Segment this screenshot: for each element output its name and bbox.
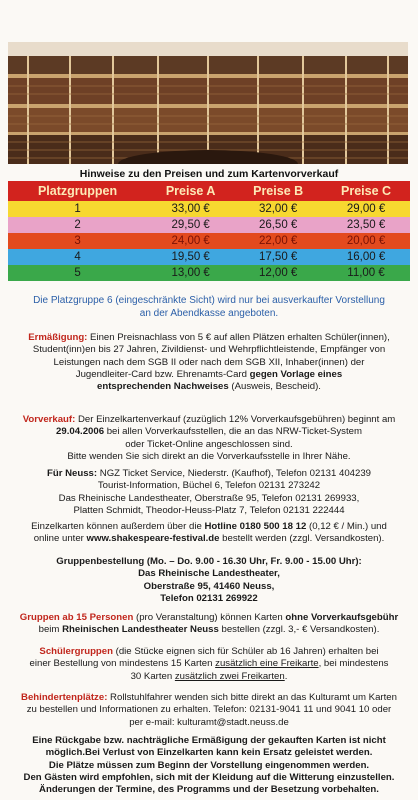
hotline-number: Hotline 0180 500 18 12 (204, 521, 307, 532)
ermaessigung-section: Ermäßigung: Einen Preisnachlass von 5 € auf allen Plätzen erhalten Schüler(innen), Student(inn)en bis 27 Jahren, Zivildienst- und Wehrpflichtleistende, Empfänger von Leistungen nach dem SGB II oder nach dem SGB XII, Inhaber(innen) der Jugendleiter-Card bzw. Ehrenamts-Card gegen Vorlage eines entsprechenden Nachweises (Ausweis, Bescheid). (28, 332, 390, 393)
platzgruppe6-note: Die Platzgruppe 6 (eingeschränkte Sicht) wird nur bei ausverkaufter Vorstellung an der Abendkasse angeboten. (33, 295, 385, 319)
price-table (8, 181, 410, 281)
website-link[interactable]: www.shakespeare-festival.de (86, 533, 220, 545)
hotline-section: Einzelkarten können außerdem über die Hotline 0180 500 18 12 (0,12 € / Min.) und online unter www.shakespeare-festival.de bestellt werden (zzgl. Versandkosten). (31, 521, 387, 545)
theatre-photo (8, 42, 408, 164)
group-cell: 1 (74, 203, 81, 215)
price-row (8, 217, 410, 233)
price-b-cell: 32,00 € (258, 203, 298, 215)
price-row (8, 201, 410, 217)
price-a-cell: 24,00 € (171, 235, 210, 247)
rueckgabe-section: Eine Rückgabe bzw. nachträgliche Ermäßigung der gekauften Karten ist nicht möglich.Bei Verlust von Einzelkarten kann kein Ersatz geleistet werden. Die Plätze müssen zum Beginn der Vorstellung eingenommen werden. Den Gästen wird empfohlen, sich mit der Kleidung auf die Witterung einzustellen. Änderungen der Termine, des Programms und der Besetzung vorbehalten. (23, 735, 395, 796)
price-a-cell: 29,50 € (171, 219, 210, 231)
col-header-price-c: Preise C (341, 184, 392, 198)
price-c-cell: 23,50 € (346, 219, 386, 231)
price-a-cell: 13,00 € (171, 267, 210, 279)
price-table-header (8, 181, 410, 201)
vorverkauf-section: Vorverkauf: Der Einzelkartenverkauf (zuzüglich 12% Vorverkaufsgebühren) beginnt am 29.04.2006 bei allen Vorverkaufsstellen, die an das NRW-Ticket-System oder Ticket-Online angeschlossen sind. Bitte wenden Sie sich direkt an die Vorverkaufsstelle in Ihrer Nähe. (22, 414, 396, 462)
price-b-cell: 12,00 € (258, 267, 298, 279)
schuelergruppen-section: Schülergruppen (die Stücke eignen sich für Schüler ab 16 Jahren) erhalten bei einer Bestellung von mindestens 15 Karten zusätzlich eine Freikarte, bei mindestens 30 Karten zusätzlich zwei Freikarten. (29, 646, 389, 682)
group-cell: 3 (74, 235, 81, 247)
price-c-cell: 11,00 € (347, 267, 385, 279)
price-row (8, 249, 410, 265)
col-header-groups: Platzgruppen (37, 184, 118, 198)
gruppen-15-section: Gruppen ab 15 Personen (pro Veranstaltung) können Karten ohne Vorverkaufsgebühr beim Rheinischen Landestheater Neuss bestellen (zzgl. 3,- € Versandkosten). (19, 612, 399, 636)
group-cell: 4 (74, 251, 81, 263)
neuss-sales-points: Für Neuss: NGZ Ticket Service, Niederstr. (Kaufhof), Telefon 02131 404239 Tourist-Information, Büchel 6, Telefon 02131 273242 Das Rheinische Landestheater, Oberstraße 95, Telefon 02131 269933, Platten Schmidt, Theodor-Heuss-Platz 7, Telefon 02131 222444 (46, 468, 372, 516)
group-cell: 2 (74, 219, 81, 231)
col-header-price-a: Preise A (165, 184, 216, 198)
behindertenplaetze-section: Behindertenplätze: Rollstuhlfahrer wenden sich bitte direkt an das Kulturamt um Karten zu bestellen und Informationen zu erhalten. Telefon: 02131-9041 11 und 9041 10 oder per e-mail: kulturamt@stadt.neuss.de (10, 692, 408, 729)
col-header-price-b: Preise B (253, 184, 304, 198)
price-b-cell: 17,50 € (258, 251, 298, 263)
price-row (8, 233, 410, 249)
price-c-cell: 29,00 € (346, 203, 386, 215)
kulturamt-email[interactable]: per e-mail: kulturamt@stadt.neuss.de (129, 716, 289, 728)
group-cell: 5 (74, 267, 81, 279)
gruppenbestellung-section: Gruppenbestellung (Mo. – Do. 9.00 - 16.30 Uhr, Fr. 9.00 - 15.00 Uhr): Das Rheinische Landestheater, Oberstraße 95, 41460 Neuss, Telefon 02131 269922 (56, 556, 362, 604)
price-a-cell: 33,00 € (171, 203, 210, 215)
price-b-cell: 22,00 € (258, 235, 298, 247)
price-c-cell: 20,00 € (346, 235, 386, 247)
price-b-cell: 26,50 € (258, 219, 298, 231)
price-a-cell: 19,50 € (171, 251, 210, 263)
price-c-cell: 16,00 € (346, 251, 386, 263)
price-info-heading: Hinweise zu den Preisen und zum Kartenvorverkauf (79, 168, 339, 180)
price-row (8, 265, 410, 281)
